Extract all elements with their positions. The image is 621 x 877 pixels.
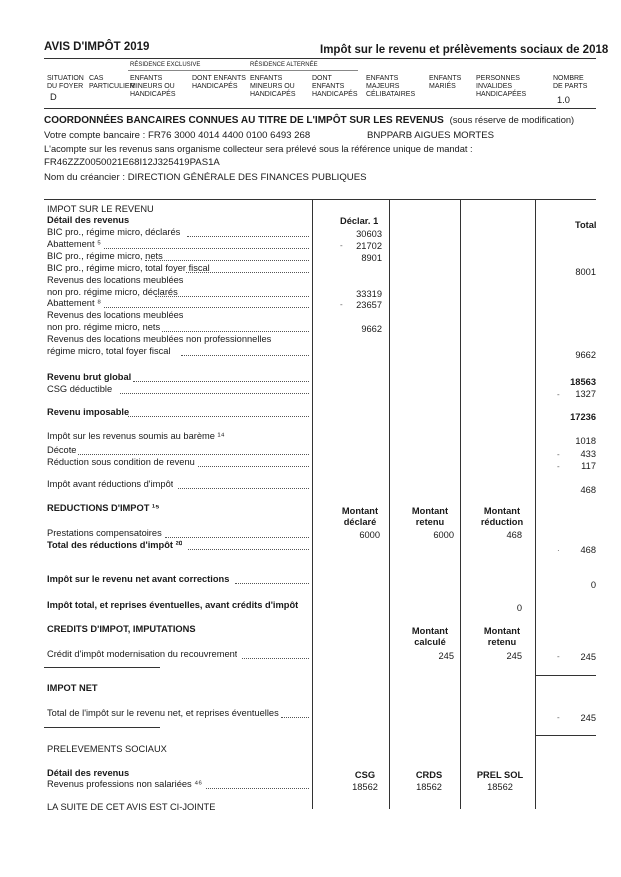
col-declar-header: Déclar. 1: [340, 216, 379, 226]
col-alt-enfants-mineurs: ENFANTS MINEURS OU HANDICAPÉS: [250, 75, 296, 99]
parts-value: 1.0: [557, 95, 570, 105]
col-crds: CRDS: [415, 770, 443, 780]
credit-calcule-value: 245: [438, 651, 454, 661]
col-csg: CSG: [354, 770, 376, 780]
group-residence-alternee: RÉSIDENCE ALTERNÉE: [250, 62, 318, 68]
avant-reductions-value: 468: [580, 485, 596, 495]
revenu-row-declar: 33319: [356, 288, 382, 299]
col-montant-reduction: Montant réduction: [480, 506, 524, 527]
impot-net-underline: [44, 727, 160, 728]
group-residence-exclusive: RÉSIDENCE EXCLUSIVE: [130, 62, 201, 68]
col-total-header: Total: [575, 220, 597, 230]
bank-heading-line: [44, 115, 574, 126]
dots: [281, 717, 309, 718]
dots: [133, 381, 309, 382]
revenu-row-label: Abattement ⁸: [47, 298, 102, 309]
dots: [242, 658, 309, 659]
avant-reductions-label: Impôt avant réductions d'impôt: [47, 479, 174, 489]
crds-value: 18562: [416, 782, 442, 792]
col-enfants-majeurs: ENFANTS MAJEURS CÉLIBATAIRES: [366, 75, 416, 99]
dots: [181, 355, 309, 356]
credit-modernisation-label: Crédit d'impôt modernisation du recouvrement: [47, 649, 238, 659]
reductions-title: REDUCTIONS D'IMPOT ¹⁵: [47, 503, 160, 513]
dots: [145, 260, 309, 261]
sociaux-detail-label: Détail des revenus: [47, 768, 130, 778]
credits-total-underline: [536, 675, 596, 676]
col-dont-handicapes: DONT ENFANTS HANDICAPÉS: [192, 75, 246, 91]
brut-global-label: Revenu brut global: [47, 372, 132, 382]
minus-mark: -: [557, 713, 560, 722]
minus-mark: -: [557, 462, 560, 471]
dots: [235, 583, 309, 584]
dots: [187, 236, 309, 237]
bank-heading-note: (sous réserve de modification): [449, 115, 575, 125]
col-divider-2: [389, 199, 390, 809]
dots: [162, 331, 309, 332]
dots: [104, 248, 309, 249]
revenu-row-label: Revenus des locations meublées: [47, 310, 184, 321]
revenu-row-label: non pro. régime micro, déclarés: [47, 286, 178, 297]
revenu-row-declar: 21702: [356, 240, 382, 251]
acompte-text: L'acompte sur les revenus sans organisme collecteur sera prélevé sous la référence unique de mandat :: [44, 144, 473, 154]
net-avant-corrections-label: Impôt sur le revenu net avant corrections: [47, 574, 230, 584]
dots: [206, 788, 309, 789]
decote-value: 433: [580, 449, 596, 459]
bareme-value: 1018: [575, 436, 596, 446]
revenus-non-salaries-label: Revenus professions non salariées ⁴⁶: [47, 779, 203, 789]
footer-text: LA SUITE DE CET AVIS EST CI-JOINTE: [47, 802, 216, 812]
notice-title: AVIS D'IMPÔT 2019: [44, 41, 150, 53]
detail-revenus-label: Détail des revenus: [47, 215, 130, 225]
dots: [178, 488, 309, 489]
col-enfants-maries: ENFANTS MARIÉS: [429, 75, 462, 91]
bank-account: Votre compte bancaire : FR76 3000 4014 4400 0100 6493 268: [44, 130, 311, 141]
dots: [188, 549, 309, 550]
dots: [198, 466, 309, 467]
bank-heading: COORDONNÉES BANCAIRES CONNUES AU TITRE DE L'IMPÔT SUR LES REVENUS: [44, 115, 444, 126]
table-top-rule: [44, 199, 596, 200]
dots: [120, 393, 309, 394]
revenu-row-declar: 8901: [361, 252, 382, 263]
bareme-label: Impôt sur les revenus soumis au barème ¹⁴: [47, 431, 225, 441]
section-impot-revenu: IMPOT SUR LE REVENU: [47, 204, 154, 214]
reduction-condition-label: Réduction sous condition de revenu: [47, 457, 195, 467]
col-montant-retenu: Montant retenu: [411, 506, 449, 527]
prestations-label: Prestations compensatoires: [47, 528, 162, 538]
minus-mark: -: [340, 300, 343, 310]
group-underline: [128, 70, 358, 71]
revenu-row-label: BIC pro., régime micro, nets: [47, 250, 163, 261]
csg-value: 18562: [352, 782, 378, 792]
prel-sol-value: 18562: [487, 782, 513, 792]
minus-mark: -: [557, 450, 560, 459]
csg-deductible-value: 1327: [575, 389, 596, 399]
revenu-row-label: Revenus des locations meublées non professionnelles: [47, 334, 272, 345]
dots: [155, 296, 309, 297]
revenu-row-label: BIC pro., régime micro, déclarés: [47, 227, 181, 237]
prestations-retenu: 6000: [433, 530, 454, 540]
brut-global-value: 18563: [570, 377, 596, 387]
net-avant-corrections-value: 0: [590, 580, 596, 590]
dots: [104, 307, 309, 308]
minus-mark: -: [557, 390, 560, 399]
revenu-imposable-value: 17236: [570, 412, 596, 422]
situation-value: D: [50, 92, 57, 102]
dots: [165, 537, 309, 538]
credits-underline: [44, 667, 160, 668]
dots: [78, 454, 309, 455]
col-montant-calcule: Montant calculé: [411, 626, 449, 647]
credits-title: CREDITS D'IMPOT, IMPUTATIONS: [47, 624, 196, 634]
col-prel-sol: PREL SOL: [476, 770, 524, 780]
col-divider-4: [535, 199, 536, 809]
dots: [128, 416, 309, 417]
minus-mark: -: [340, 240, 343, 250]
revenu-imposable-label: Revenu imposable: [47, 407, 130, 417]
credit-total-value: 245: [580, 652, 596, 662]
impot-net-total-underline: [536, 735, 596, 736]
revenu-row-declar: 9662: [361, 324, 382, 335]
dots: [186, 272, 309, 273]
col-alt-dont-handicapes: DONT ENFANTS HANDICAPÉS: [312, 75, 358, 99]
revenu-row-total: 9662: [575, 350, 596, 360]
bank-name: BNPPARB AIGUES MORTES: [367, 130, 495, 141]
impot-net-label: Total de l'impôt sur le revenu net, et reprises éventuelles: [47, 708, 279, 718]
header-rule: [44, 58, 596, 59]
col-divider-1: [312, 199, 313, 809]
col-cas-particulier: CAS PARTICULIER: [89, 75, 135, 91]
prestations-reduction: 468: [506, 530, 522, 540]
total-reductions-label: Total des réductions d'impôt ²⁰: [47, 540, 183, 550]
col-nombre-parts: NOMBRE DE PARTS: [553, 75, 588, 91]
revenu-row-label: BIC pro., régime micro, total foyer fiscal: [47, 262, 210, 273]
revenu-row-declar: 23657: [356, 300, 382, 311]
col-personnes-invalides: PERSONNES INVALIDES HANDICAPÉES: [476, 75, 527, 99]
revenu-row-declar: 30603: [356, 229, 382, 239]
revenu-row-label: non pro. régime micro, nets: [47, 322, 161, 333]
prelevements-title: PRELEVEMENTS SOCIAUX: [47, 744, 167, 754]
csg-deductible-label: CSG déductible: [47, 384, 113, 394]
revenu-row-label: Revenus des locations meublées: [47, 274, 184, 285]
col-enfants-mineurs: ENFANTS MINEURS OU HANDICAPÉS: [130, 75, 176, 99]
situation-rule: [44, 108, 596, 109]
impot-net-title: IMPOT NET: [47, 683, 98, 693]
prestations-declare: 6000: [359, 530, 380, 540]
revenu-row-label: régime micro, total foyer fiscal: [47, 346, 171, 356]
decote-label: Décote: [47, 445, 77, 455]
col-situation: SITUATION DU FOYER: [47, 75, 84, 91]
notice-subtitle: Impôt sur le revenu et prélèvements sociaux de 2018: [320, 44, 609, 56]
impot-total-value: 0: [516, 603, 522, 613]
revenu-row-total: 8001: [575, 266, 596, 277]
mandat-reference: FR46ZZZ0050021E68I12J325419PAS1A: [44, 157, 220, 168]
creancier-name: Nom du créancier : DIRECTION GÉNÉRALE DES FINANCES PUBLIQUES: [44, 172, 367, 183]
credit-retenu-value: 245: [506, 651, 522, 661]
revenu-row-label: Abattement ⁵: [47, 238, 101, 249]
minus-mark: -: [557, 652, 560, 661]
impot-total-label: Impôt total, et reprises éventuelles, avant crédits d'impôt: [47, 600, 299, 610]
reduction-condition-value: 117: [581, 461, 596, 471]
col-credit-montant-retenu: Montant retenu: [483, 626, 521, 647]
total-reductions-value: 468: [580, 545, 596, 555]
dot-mark: ·: [557, 546, 560, 555]
col-divider-3: [460, 199, 461, 809]
impot-net-value: 245: [580, 713, 596, 723]
col-montant-declare: Montant déclaré: [341, 506, 379, 527]
